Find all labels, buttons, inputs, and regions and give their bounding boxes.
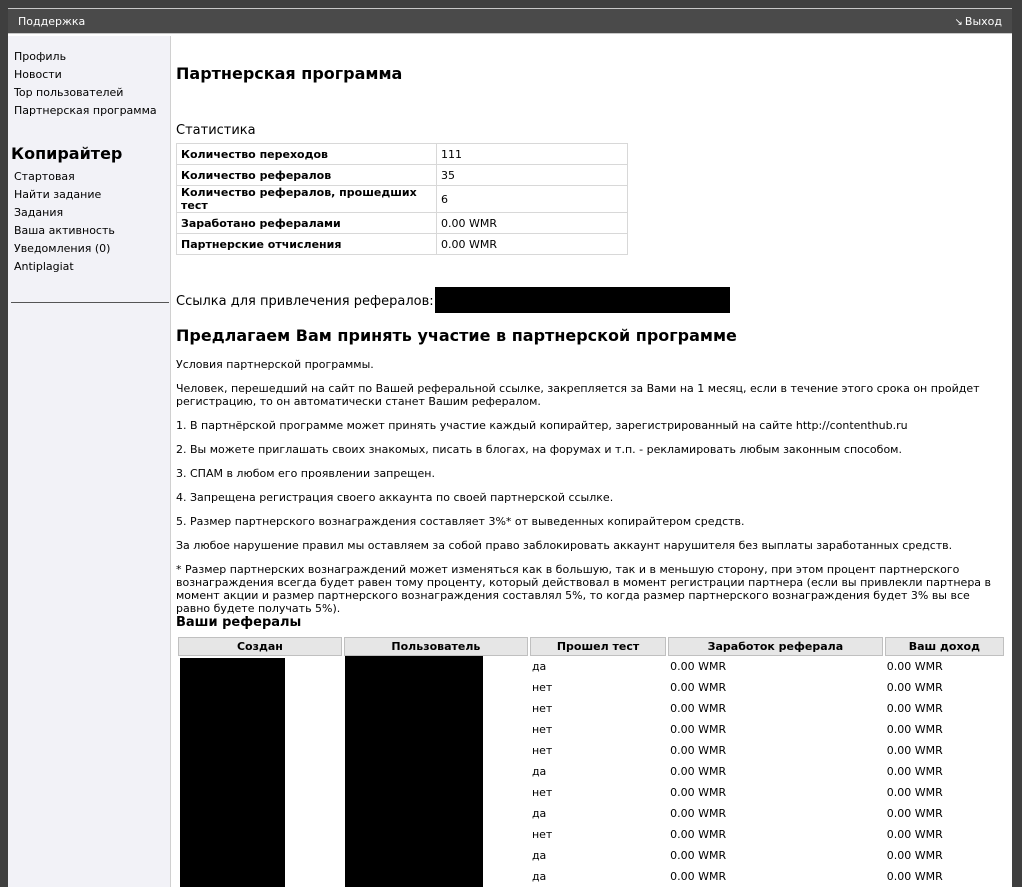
terms-paragraph: 5. Размер партнерского вознаграждения составляет 3%* от выведенных копирайтером средств. bbox=[176, 515, 745, 528]
stats-label: Количество рефералов, прошедших тест bbox=[177, 186, 437, 213]
passed-cell: нет bbox=[531, 786, 553, 799]
passed-cell: нет bbox=[531, 681, 553, 694]
stats-label: Количество переходов bbox=[177, 144, 437, 165]
sidebar bbox=[8, 36, 171, 887]
referrals-header-row bbox=[178, 637, 1004, 656]
income-cell: 0.00 WMR bbox=[886, 870, 943, 883]
user-column-redacted bbox=[345, 656, 483, 887]
table-row bbox=[178, 740, 1004, 761]
table-row bbox=[178, 719, 1004, 740]
earnings-cell: 0.00 WMR bbox=[670, 807, 727, 820]
terms-paragraph: 2. Вы можете приглашать своих знакомых, писать в блогах, на форумах и т.п. - рекламировать любым законным способом. bbox=[176, 443, 902, 456]
referral-link-redacted[interactable] bbox=[435, 287, 730, 313]
table-row bbox=[178, 677, 1004, 698]
top-bar bbox=[8, 8, 1012, 34]
stats-row bbox=[177, 165, 628, 186]
page-frame bbox=[8, 8, 1012, 887]
stats-label: Количество рефералов bbox=[177, 165, 437, 186]
referral-link-label: Ссылка для привлечения рефералов: bbox=[176, 294, 434, 309]
column-user[interactable]: Пользователь bbox=[344, 637, 528, 656]
income-cell: 0.00 WMR bbox=[886, 744, 943, 757]
table-row bbox=[178, 782, 1004, 803]
earnings-cell: 0.00 WMR bbox=[670, 786, 727, 799]
stats-heading: Статистика bbox=[176, 123, 256, 138]
earnings-cell: 0.00 WMR bbox=[670, 723, 727, 736]
income-cell: 0.00 WMR bbox=[886, 765, 943, 778]
table-row bbox=[178, 803, 1004, 824]
page-title: Партнерская программа bbox=[176, 64, 403, 83]
terms-paragraph: 3. СПАМ в любом его проявлении запрещен. bbox=[176, 467, 435, 480]
passed-cell: нет bbox=[531, 723, 553, 736]
earnings-cell: 0.00 WMR bbox=[670, 681, 727, 694]
nav-notifications[interactable]: Уведомления (0) bbox=[14, 242, 111, 255]
created-column-redacted bbox=[180, 658, 285, 887]
column-passed-test[interactable]: Прошел тест bbox=[530, 637, 666, 656]
income-cell: 0.00 WMR bbox=[886, 786, 943, 799]
income-cell: 0.00 WMR bbox=[886, 681, 943, 694]
offer-heading: Предлагаем Вам принять участие в партнерской программе bbox=[176, 326, 737, 345]
nav-start[interactable]: Стартовая bbox=[14, 170, 75, 183]
income-cell: 0.00 WMR bbox=[886, 807, 943, 820]
terms-paragraph: Человек, перешедший на сайт по Вашей реферальной ссылке, закрепляется за Вами на 1 месяц, если в течение этого срока он пройдет регистрацию, то он автоматически станет Вашим рефералом. bbox=[176, 382, 980, 408]
earnings-cell: 0.00 WMR bbox=[670, 744, 727, 757]
referrals-table bbox=[176, 637, 1006, 887]
passed-cell: да bbox=[531, 849, 547, 862]
nav-tasks[interactable]: Задания bbox=[14, 206, 64, 219]
earnings-cell: 0.00 WMR bbox=[670, 870, 727, 883]
earnings-cell: 0.00 WMR bbox=[670, 849, 727, 862]
stats-row bbox=[177, 186, 628, 213]
logout-label: Выход bbox=[964, 15, 1002, 28]
stats-value: 6 bbox=[437, 186, 628, 213]
stats-value: 0.00 WMR bbox=[437, 213, 628, 234]
income-cell: 0.00 WMR bbox=[886, 828, 943, 841]
nav-antiplagiat[interactable]: Antiplagiat bbox=[14, 260, 74, 273]
passed-cell: да bbox=[531, 807, 547, 820]
stats-label: Партнерские отчисления bbox=[177, 234, 437, 255]
column-referral-earnings[interactable]: Заработок реферала bbox=[668, 637, 883, 656]
earnings-cell: 0.00 WMR bbox=[670, 828, 727, 841]
nav-news[interactable]: Новости bbox=[14, 68, 62, 81]
stats-row bbox=[177, 234, 628, 255]
stats-row bbox=[177, 213, 628, 234]
stats-value: 35 bbox=[437, 165, 628, 186]
terms-paragraph: 4. Запрещена регистрация своего аккаунта по своей партнерской ссылке. bbox=[176, 491, 614, 504]
earnings-cell: 0.00 WMR bbox=[670, 765, 727, 778]
passed-cell: нет bbox=[531, 828, 553, 841]
earnings-cell: 0.00 WMR bbox=[670, 702, 727, 715]
terms-footnote: * Размер партнерских вознаграждений может изменяться как в большую, так и в меньшую сторону, при этом процент партнерского вознаграждения всегда будет равен тому проценту, который действовал в момент регистрации партнера (если вы привлекли партнера в момент акции и размер партнерского вознаграждения составлял 5%, то когда размер партнерского вознаграждения будет 3% вы все равно будете получать 5%). bbox=[176, 563, 992, 615]
nav-find-task[interactable]: Найти задание bbox=[14, 188, 102, 201]
stats-value: 111 bbox=[437, 144, 628, 165]
referrals-heading: Ваши рефералы bbox=[176, 615, 302, 630]
terms-paragraph: За любое нарушение правил мы оставляем за собой право заблокировать аккаунт нарушителя без выплаты заработанных средств. bbox=[176, 539, 953, 552]
sidebar-section-title: Копирайтер bbox=[11, 144, 123, 163]
income-cell: 0.00 WMR bbox=[886, 702, 943, 715]
terms-paragraph: Условия партнерской программы. bbox=[176, 358, 374, 371]
support-link[interactable]: Поддержка bbox=[18, 15, 86, 28]
terms-paragraph: 1. В партнёрской программе может принять участие каждый копирайтер, зарегистрированный на сайте http://contenthub.ru bbox=[176, 419, 908, 432]
sidebar-divider bbox=[11, 302, 169, 303]
income-cell: 0.00 WMR bbox=[886, 849, 943, 862]
passed-cell: да bbox=[531, 660, 547, 673]
logout-arrow-icon: ↘ bbox=[954, 17, 963, 28]
stats-row bbox=[177, 144, 628, 165]
passed-cell: да bbox=[531, 870, 547, 883]
earnings-cell: 0.00 WMR bbox=[670, 660, 727, 673]
table-row bbox=[178, 761, 1004, 782]
table-row bbox=[178, 824, 1004, 845]
passed-cell: да bbox=[531, 765, 547, 778]
column-your-income[interactable]: Ваш доход bbox=[885, 637, 1004, 656]
nav-partner-program[interactable]: Партнерская программа bbox=[14, 104, 157, 117]
stats-value: 0.00 WMR bbox=[437, 234, 628, 255]
income-cell: 0.00 WMR bbox=[886, 723, 943, 736]
nav-profile[interactable]: Профиль bbox=[14, 50, 67, 63]
nav-top-users[interactable]: Top пользователей bbox=[14, 86, 124, 99]
table-row bbox=[178, 698, 1004, 719]
passed-cell: нет bbox=[531, 744, 553, 757]
table-row bbox=[178, 845, 1004, 866]
table-row bbox=[178, 866, 1004, 887]
income-cell: 0.00 WMR bbox=[886, 660, 943, 673]
column-created[interactable]: Создан bbox=[178, 637, 342, 656]
stats-label: Заработано рефералами bbox=[177, 213, 437, 234]
nav-activity[interactable]: Ваша активность bbox=[14, 224, 115, 237]
stats-table bbox=[176, 143, 628, 255]
table-row bbox=[178, 656, 1004, 677]
logout-link[interactable] bbox=[955, 15, 1002, 28]
passed-cell: нет bbox=[531, 702, 553, 715]
